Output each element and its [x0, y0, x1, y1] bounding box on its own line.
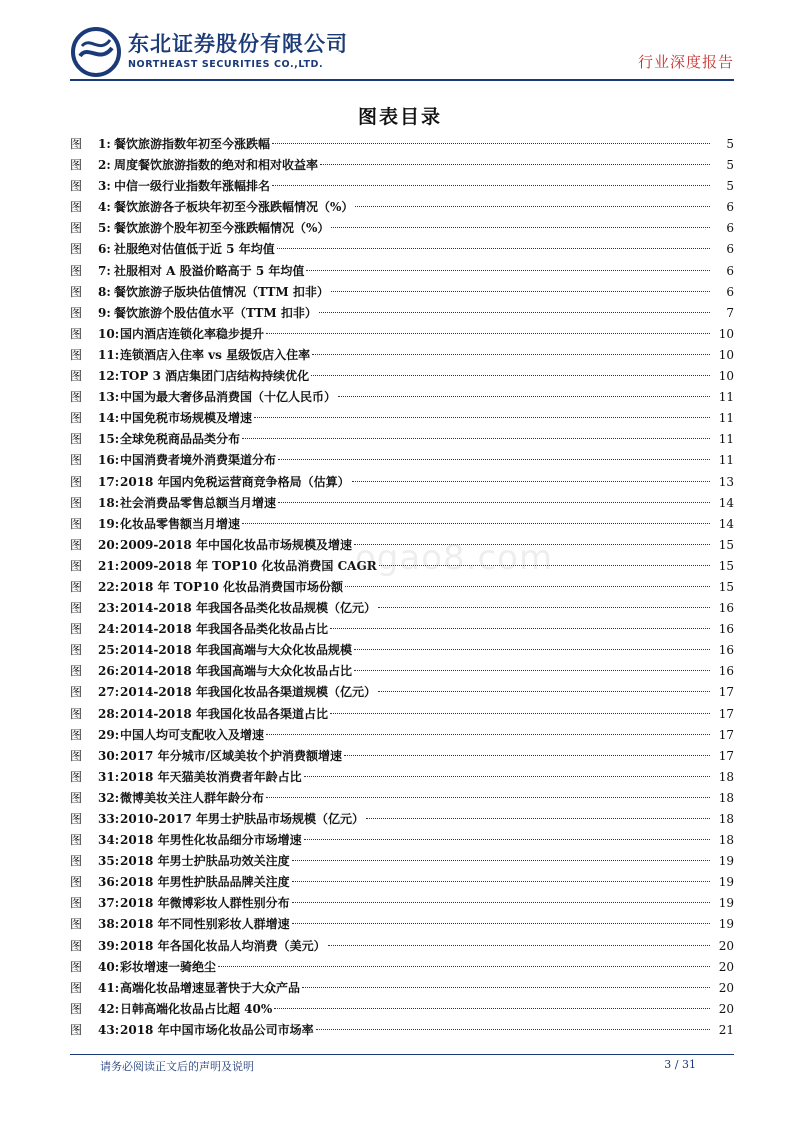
toc-entry[interactable] [70, 999, 734, 1020]
toc-entry-title[interactable]: 国内酒店连锁化率稳步提升 [120, 326, 265, 341]
toc-entry-page[interactable]: 10 [718, 347, 734, 362]
toc-entry[interactable] [70, 472, 734, 493]
toc-entry-page[interactable]: 5 [726, 137, 734, 151]
toc-entry-number: 27: [98, 685, 120, 700]
toc-entry-title[interactable]: 化妆品零售额当月增速 [120, 516, 241, 531]
toc-entry-leader-dots [345, 586, 710, 587]
toc-entry-page[interactable]: 6 [726, 263, 734, 278]
toc-entry-page[interactable]: 11 [718, 432, 734, 447]
toc-entry-page[interactable]: 21 [718, 1022, 734, 1037]
toc-entry-prefix: 图 [70, 601, 83, 616]
toc-entry-title[interactable]: 2009-2018 年中国化妆品市场规模及增速 [120, 537, 352, 552]
toc-entry-prefix: 图 [70, 959, 83, 974]
toc-entry-leader-dots [266, 734, 710, 735]
toc-entry-prefix: 图 [70, 769, 83, 784]
toc-entry-prefix: 图 [70, 263, 83, 278]
toc-entry-title[interactable]: 2018 年国内免税运营商竞争格局（估算） [120, 474, 350, 489]
toc-entry[interactable] [70, 197, 734, 218]
toc-entry-number: 13: [98, 390, 120, 405]
toc-entry-leader-dots [274, 1008, 710, 1009]
toc-entry-leader-dots [378, 607, 710, 608]
toc-entry-page[interactable]: 6 [726, 200, 734, 215]
toc-entry-title[interactable]: 高端化妆品增速显著快于大众产品 [120, 980, 301, 995]
toc-entry-number: 37: [98, 896, 120, 911]
toc-entry[interactable] [70, 218, 734, 239]
toc-entry-prefix: 图 [70, 579, 83, 594]
toc-entry-title[interactable]: 中国消费者境外消费渠道分布 [120, 453, 277, 468]
toc-entry[interactable] [70, 408, 734, 429]
toc-entry-page[interactable]: 10 [718, 369, 734, 384]
toc-entry[interactable] [70, 514, 734, 535]
toc-entry-title[interactable]: 2018 年中国市场化妆品公司市场率 [120, 1022, 314, 1037]
toc-entry-prefix: 图 [70, 622, 83, 637]
toc-entry-page[interactable]: 16 [718, 601, 734, 616]
toc-entry-number: 7: [98, 263, 111, 278]
toc-entry[interactable] [70, 893, 734, 914]
toc-entry-title[interactable]: 彩妆增速一骑绝尘 [120, 959, 217, 974]
toc-entry-leader-dots [330, 713, 710, 714]
toc-entry-leader-dots [242, 523, 710, 524]
toc-entry-prefix: 图 [70, 643, 83, 658]
toc-entry-prefix: 图 [70, 727, 83, 742]
toc-entry-prefix: 图 [70, 706, 83, 721]
toc-entry-number: 3: [98, 179, 111, 194]
toc-entry-prefix: 图 [70, 284, 83, 299]
toc-entry-number: 17: [98, 474, 120, 489]
toc-entry-number: 32: [98, 790, 120, 805]
watermark: ogao8.com [355, 538, 554, 578]
toc-entry-page[interactable]: 19 [718, 875, 734, 890]
toc-entry-leader-dots [266, 333, 710, 334]
toc-entry-title[interactable]: 微博美妆关注人群年龄分布 [120, 790, 265, 805]
toc-entry-number: 1: [98, 137, 111, 151]
toc-entry-leader-dots [354, 649, 710, 650]
toc-entry-number: 40: [98, 959, 120, 974]
toc-entry-title[interactable]: 餐饮旅游指数年初至今涨跌幅 [114, 137, 271, 151]
toc-entry-number: 12: [98, 369, 120, 384]
toc-entry-prefix: 图 [70, 179, 83, 194]
toc-entry-title[interactable]: 2018 年天猫美妆消费者年龄占比 [120, 769, 302, 784]
toc-entry-leader-dots [306, 270, 710, 271]
toc-entry-page[interactable]: 11 [718, 390, 734, 405]
toc-entry[interactable] [70, 746, 734, 767]
toc-entry-title[interactable]: 2018 年各国化妆品人均消费（美元） [120, 938, 326, 953]
toc-entry-title[interactable]: 中信一级行业指数年涨幅排名 [114, 179, 271, 194]
toc-entry-title[interactable]: 2018 年微博彩妆人群性别分布 [120, 896, 290, 911]
toc-entry[interactable] [70, 936, 734, 957]
toc-entry-title[interactable]: 社服绝对估值低于近 5 年均值 [114, 242, 275, 257]
toc-entry-leader-dots [320, 164, 710, 165]
toc-entry-prefix: 图 [70, 558, 83, 573]
toc-entry[interactable] [70, 914, 734, 935]
toc-entry-leader-dots [355, 206, 710, 207]
toc-entry-page[interactable]: 20 [718, 1001, 734, 1016]
toc-entry[interactable] [70, 767, 734, 788]
toc-entry-leader-dots [378, 691, 710, 692]
toc-entry[interactable] [70, 261, 734, 282]
toc-entry-page[interactable]: 5 [726, 179, 734, 194]
toc-entry-page[interactable]: 15 [718, 537, 734, 552]
toc-entry[interactable] [70, 682, 734, 703]
toc-entry[interactable] [70, 957, 734, 978]
toc-entry-number: 10: [98, 326, 120, 341]
toc-entry[interactable] [70, 282, 734, 303]
page-header [70, 26, 734, 78]
toc-entry-page[interactable]: 17 [718, 685, 734, 700]
toc-entry[interactable] [70, 345, 734, 366]
toc-entry[interactable] [70, 661, 734, 682]
toc-entry-title[interactable]: 餐饮旅游个股估值水平（TTM 扣非） [114, 305, 317, 320]
toc-entry-prefix: 图 [70, 790, 83, 805]
toc-entry-prefix: 图 [70, 748, 83, 763]
toc-entry-number: 9: [98, 305, 111, 320]
toc-entry-title[interactable]: 2017 年分城市/区域美妆个护消费额增速 [120, 748, 342, 763]
toc-entry-number: 30: [98, 748, 120, 763]
toc-entry-number: 43: [98, 1022, 120, 1037]
toc-entry-page[interactable]: 6 [726, 221, 734, 236]
toc-entry-leader-dots [304, 839, 710, 840]
toc-entry[interactable] [70, 493, 734, 514]
toc-entry-prefix: 图 [70, 1001, 83, 1016]
toc-entry-page[interactable]: 10 [718, 326, 734, 341]
toc-entry-prefix: 图 [70, 369, 83, 384]
toc-entry[interactable] [70, 429, 734, 450]
toc-entry-number: 11: [98, 347, 120, 362]
toc-entry-prefix: 图 [70, 917, 83, 932]
toc-entry-prefix: 图 [70, 137, 83, 151]
toc-entry-leader-dots [292, 923, 710, 924]
toc-entry-number: 25: [98, 643, 120, 658]
toc-entry-title[interactable]: 全球免税商品品类分布 [120, 432, 241, 447]
toc-entry-prefix: 图 [70, 537, 83, 552]
toc-entry-prefix: 图 [70, 980, 83, 995]
toc-entry-number: 14: [98, 411, 120, 426]
toc-entry-prefix: 图 [70, 347, 83, 362]
toc-entry-number: 2: [98, 158, 111, 173]
toc-entry[interactable] [70, 577, 734, 598]
toc-entry-leader-dots [266, 797, 710, 798]
toc-entry[interactable] [70, 978, 734, 999]
toc-entry[interactable] [70, 324, 734, 345]
toc-entry-leader-dots [330, 628, 710, 629]
toc-entry-title[interactable]: 2014-2018 年我国化妆品各渠道规模（亿元） [120, 685, 376, 700]
toc-entry-prefix: 图 [70, 305, 83, 320]
toc-entry-prefix: 图 [70, 854, 83, 869]
toc-entry-prefix: 图 [70, 200, 83, 215]
toc-entry-prefix: 图 [70, 896, 83, 911]
header-divider [70, 79, 734, 81]
toc-entry-prefix: 图 [70, 1022, 83, 1037]
toc-entry-leader-dots [319, 312, 710, 313]
toc-entry-title[interactable]: 2018 年不同性别彩妆人群增速 [120, 917, 290, 932]
toc-entry[interactable] [70, 134, 734, 155]
toc-entry-page[interactable]: 17 [718, 748, 734, 763]
toc-entry-number: 15: [98, 432, 120, 447]
toc-entry-title[interactable]: 中国人均可支配收入及增速 [120, 727, 265, 742]
toc-entry-page[interactable]: 15 [718, 558, 734, 573]
toc-entry-prefix: 图 [70, 495, 83, 510]
toc-entry-prefix: 图 [70, 158, 83, 173]
toc-entry-page[interactable]: 17 [718, 706, 734, 721]
toc-entry[interactable] [70, 704, 734, 725]
company-name [128, 32, 348, 70]
toc-entry-number: 21: [98, 558, 120, 573]
toc-entry-page[interactable]: 11 [718, 453, 734, 468]
toc-entry-leader-dots [354, 670, 710, 671]
toc-entry-page[interactable]: 7 [726, 305, 734, 320]
toc-entry[interactable] [70, 809, 734, 830]
toc-entry-leader-dots [272, 143, 710, 144]
toc-entry-title[interactable]: 中国免税市场规模及增速 [120, 411, 253, 426]
company-name-cn: 东北证券股份有限公司 [128, 32, 348, 56]
toc-entry-title[interactable]: 餐饮旅游子版块估值情况（TTM 扣非） [114, 284, 329, 299]
toc-entry[interactable] [70, 303, 734, 324]
toc-entry[interactable] [70, 640, 734, 661]
toc-entry-number: 19: [98, 516, 120, 531]
toc-entry-number: 16: [98, 453, 120, 468]
toc-entry-number: 42: [98, 1001, 120, 1016]
toc-entry-number: 8: [98, 284, 111, 299]
toc-entry-page[interactable]: 18 [718, 812, 734, 826]
toc-entry-prefix: 图 [70, 516, 83, 531]
toc-entry-page[interactable]: 20 [718, 938, 734, 953]
footer-divider [70, 1054, 734, 1055]
toc-entry-page[interactable]: 18 [718, 833, 734, 848]
toc-entry-leader-dots [328, 945, 710, 946]
toc-entry-leader-dots [304, 776, 710, 777]
toc-entry-prefix: 图 [70, 664, 83, 679]
toc-entry-title[interactable]: 2014-2018 年我国高端与大众化妆品占比 [120, 664, 352, 679]
toc-entry-number: 31: [98, 769, 120, 784]
toc-entry-page[interactable]: 16 [718, 643, 734, 658]
toc-entry-number: 33: [98, 812, 120, 826]
toc-entry[interactable] [70, 155, 734, 176]
toc-entry-number: 6: [98, 242, 111, 257]
toc-entry-title[interactable]: 2014-2018 年我国各品类化妆品规模（亿元） [120, 601, 376, 616]
report-type-label: 行业深度报告 [637, 53, 734, 71]
toc-entry-title[interactable]: 周度餐饮旅游指数的绝对和相对收益率 [114, 158, 319, 173]
toc-entry-number: 34: [98, 833, 120, 848]
toc-entry-number: 41: [98, 980, 120, 995]
toc-entry-leader-dots [344, 755, 710, 756]
toc-title: 图表目录 [357, 106, 442, 128]
toc-entry-leader-dots [338, 396, 710, 397]
toc-entry-title[interactable]: 2014-2018 年我国高端与大众化妆品规模 [120, 643, 352, 658]
toc-entry-number: 23: [98, 601, 120, 616]
toc-entry[interactable] [70, 239, 734, 260]
toc-entry-leader-dots [312, 354, 710, 355]
toc-entry[interactable] [70, 725, 734, 746]
toc-entry-number: 38: [98, 917, 120, 932]
toc-entry-prefix: 图 [70, 390, 83, 405]
company-name-en: NORTHEAST SECURITIES CO.,LTD. [128, 59, 324, 70]
toc-entry-page[interactable]: 16 [718, 622, 734, 637]
toc-entry-prefix: 图 [70, 411, 83, 426]
toc-entry-number: 24: [98, 622, 120, 637]
toc-entry-title[interactable]: 连锁酒店入住率 vs 星级饭店入住率 [120, 347, 311, 362]
toc-entry-page[interactable]: 16 [718, 664, 734, 679]
toc-entry-prefix: 图 [70, 812, 83, 826]
toc-entry-page[interactable]: 11 [718, 411, 734, 426]
toc-entry-leader-dots [278, 459, 710, 460]
toc-entry-title[interactable]: 2018 年男性化妆品细分市场增速 [120, 833, 302, 848]
toc-entry-title[interactable]: 2009-2018 年 TOP10 化妆品消费国 CAGR [120, 558, 377, 573]
toc-entry[interactable] [70, 366, 734, 387]
toc-entry-title[interactable]: 社会消费品零售总额当月增速 [120, 495, 277, 510]
toc-entry-leader-dots [331, 291, 710, 292]
toc-entry-title[interactable]: 中国为最大奢侈品消费国（十亿人民币） [120, 390, 337, 405]
toc-entry-page[interactable]: 19 [718, 896, 734, 911]
toc-entry-leader-dots [218, 966, 710, 967]
toc-entry[interactable] [70, 1020, 734, 1041]
toc-entry-page[interactable]: 6 [726, 284, 734, 299]
toc-entry-leader-dots [242, 438, 710, 439]
toc-entry-number: 4: [98, 200, 111, 215]
toc-entry-number: 39: [98, 938, 120, 953]
toc-entry-page[interactable]: 20 [718, 980, 734, 995]
toc-entry-number: 20: [98, 537, 120, 552]
toc-entry[interactable] [70, 450, 734, 471]
toc-entry-prefix: 图 [70, 685, 83, 700]
toc-entry-number: 26: [98, 664, 120, 679]
toc-entry-leader-dots [278, 502, 710, 503]
toc-entry-leader-dots [292, 860, 710, 861]
toc-entry-leader-dots [331, 227, 710, 228]
toc-entry-prefix: 图 [70, 326, 83, 341]
toc-entry[interactable] [70, 851, 734, 872]
toc-entry-prefix: 图 [70, 221, 83, 236]
toc-entry-leader-dots [316, 1029, 710, 1030]
toc-entry-title[interactable]: 餐饮旅游各子板块年初至今涨跌幅情况（%） [114, 200, 354, 215]
toc-entry[interactable] [70, 872, 734, 893]
toc-entry-page[interactable]: 14 [718, 516, 734, 531]
toc-entry-number: 18: [98, 495, 120, 510]
toc-entry-page[interactable]: 20 [718, 959, 734, 974]
toc-entry-title[interactable]: TOP 3 酒店集团门店结构持续优化 [120, 369, 310, 384]
page-number: 3 / 31 [664, 1058, 696, 1071]
toc-entry[interactable] [70, 598, 734, 619]
toc-entry-number: 5: [98, 221, 111, 236]
toc-entry-leader-dots [292, 881, 710, 882]
toc-entry-leader-dots [292, 902, 710, 903]
toc-entry-title[interactable]: 2018 年 TOP10 化妆品消费国市场份额 [120, 579, 344, 594]
toc-entry-prefix: 图 [70, 875, 83, 890]
toc-entry-page[interactable]: 15 [718, 579, 734, 594]
toc-entry-prefix: 图 [70, 474, 83, 489]
toc-entry-number: 22: [98, 579, 120, 594]
toc-entry-page[interactable]: 18 [718, 790, 734, 805]
toc-entry-page[interactable]: 6 [726, 242, 734, 257]
toc-entry-leader-dots [311, 375, 710, 376]
toc-entry-prefix: 图 [70, 453, 83, 468]
toc-entry-leader-dots [254, 417, 710, 418]
toc-entry-number: 35: [98, 854, 120, 869]
toc-entry-page[interactable]: 17 [718, 727, 734, 742]
footer-disclaimer: 请务必阅读正文后的声明及说明 [100, 1060, 254, 1073]
toc-entry-number: 36: [98, 875, 120, 890]
northeast-securities-logo-icon [70, 26, 122, 78]
toc-entry-title[interactable]: 2018 年男士护肤品功效关注度 [120, 854, 290, 869]
toc-entry-title[interactable]: 餐饮旅游个股年初至今涨跌幅情况（%） [114, 221, 330, 236]
toc-entry-title[interactable]: 2014-2018 年我国各品类化妆品占比 [120, 622, 328, 637]
toc-entry-page[interactable]: 5 [726, 158, 734, 173]
toc-entry-leader-dots [277, 248, 710, 249]
toc-entry-prefix: 图 [70, 833, 83, 848]
toc-entry-number: 29: [98, 727, 120, 742]
toc-entry[interactable] [70, 788, 734, 809]
toc-entry-page[interactable]: 14 [718, 495, 734, 510]
toc-entry-page[interactable]: 18 [718, 769, 734, 784]
toc-entry-title[interactable]: 2018 年男性护肤品品牌关注度 [120, 875, 290, 890]
toc-entry-prefix: 图 [70, 242, 83, 257]
toc-entry-leader-dots [272, 185, 710, 186]
toc-list [70, 134, 734, 1041]
toc-entry-leader-dots [302, 987, 710, 988]
toc-entry-page[interactable]: 13 [718, 474, 734, 489]
toc-entry-page[interactable]: 19 [718, 917, 734, 932]
toc-entry[interactable] [70, 387, 734, 408]
toc-entry-leader-dots [366, 818, 710, 819]
toc-entry-title[interactable]: 2010-2017 年男士护肤品市场规模（亿元） [120, 812, 364, 826]
toc-entry-title[interactable]: 2014-2018 年我国化妆品各渠道占比 [120, 706, 328, 721]
toc-entry[interactable] [70, 176, 734, 197]
toc-entry-prefix: 图 [70, 432, 83, 447]
toc-entry-prefix: 图 [70, 938, 83, 953]
toc-entry-number: 28: [98, 706, 120, 721]
toc-entry[interactable] [70, 830, 734, 851]
toc-entry-page[interactable]: 19 [718, 854, 734, 869]
toc-entry-title[interactable]: 日韩高端化妆品占比超 40% [120, 1001, 273, 1016]
toc-entry-title[interactable]: 社服相对 A 股溢价略高于 5 年均值 [114, 263, 305, 278]
toc-entry-leader-dots [352, 481, 710, 482]
toc-entry[interactable] [70, 619, 734, 640]
